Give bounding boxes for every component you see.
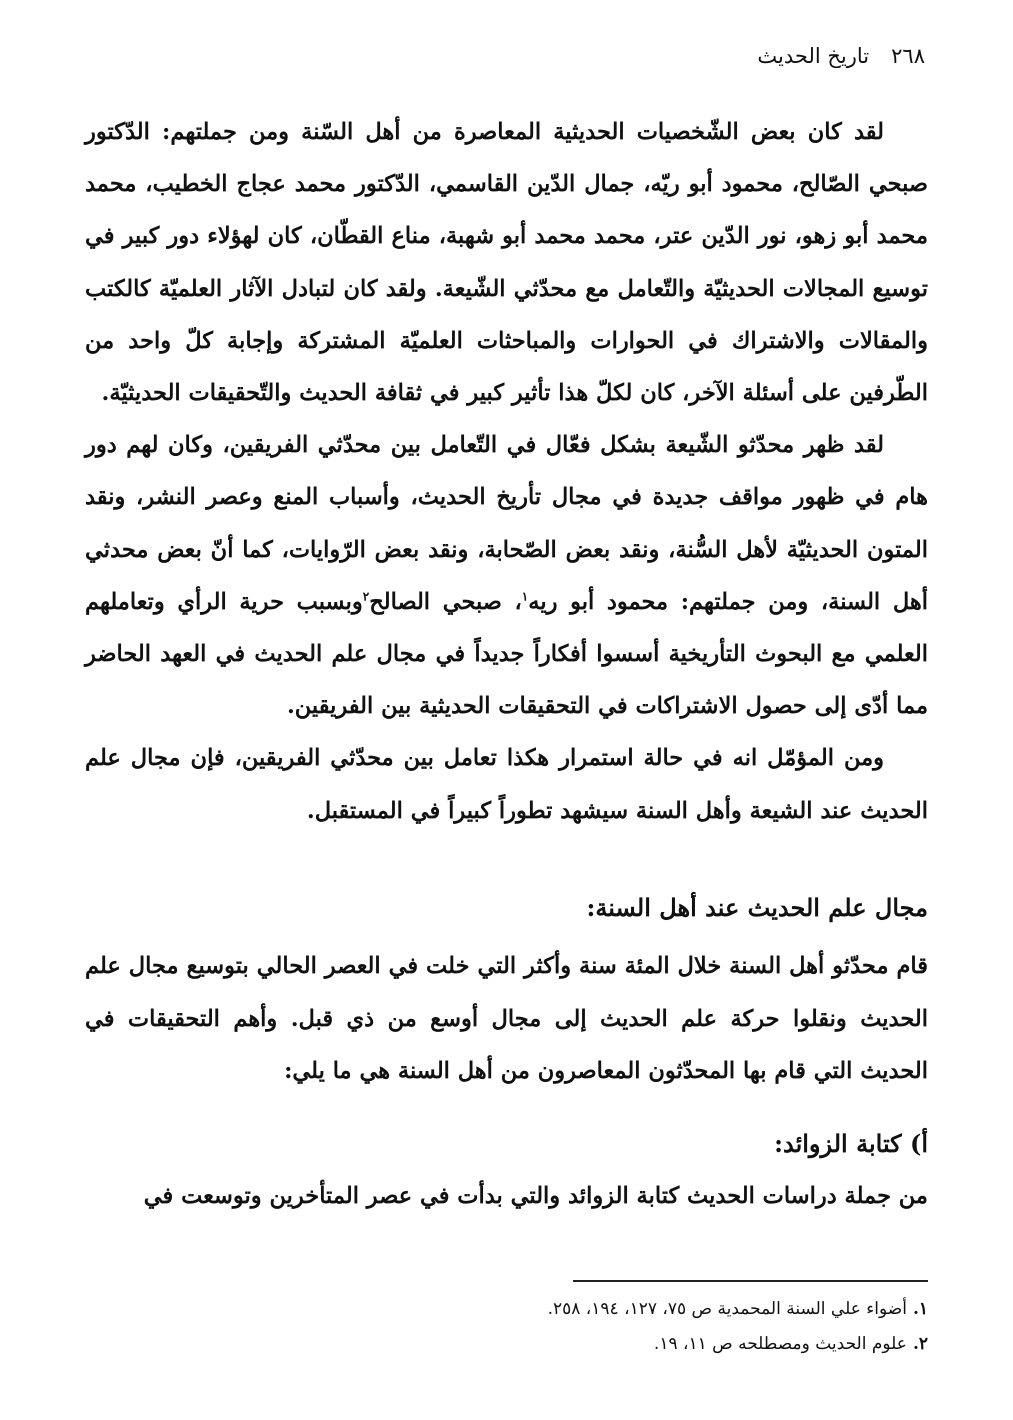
footnote-1 xyxy=(85,1292,928,1327)
running-title: تاريخ الحديث xyxy=(757,44,870,68)
footnote-divider xyxy=(573,1280,928,1282)
page-header xyxy=(625,36,925,76)
section-paragraph: قام محدّثو أهل السنة خلال المئة سنة وأكثر التي خلت في العصر الحالي بتوسيع مجال علم الحديث ونقلوا حركة علم الحديث إلى مجال أوسع من ذي قبل. وأهم التحقيقات في الحديث التي قام بها المحدّثون المعاصرون من أهل السنة هي ما يلي: xyxy=(85,953,928,1084)
subheading-paragraph: من جملة دراسات الحديث كتابة الزوائد والتي بدأت في عصر المتأخرين وتوسعت في xyxy=(143,1183,928,1209)
footnote-1-text: أضواء علي السنة المحمدية ص ٧٥، ١٢٧، ١٩٤، ٢٥٨. xyxy=(547,1299,907,1319)
footnote-2-text: علوم الحديث ومصطلحه ص ١١، ١٩. xyxy=(653,1334,907,1354)
footnote-ref-1[interactable]: ١ xyxy=(521,589,529,604)
footnote-ref-2[interactable]: ٢ xyxy=(362,589,370,604)
page-number: ٢٦٨ xyxy=(891,44,925,68)
paragraph-2-part-1: لقد ظهر محدّثو الشّيعة بشكل فعّال في التّعامل بين محدّثي الفريقين، وكان لهم دور هام في ظهور مواقف جديدة في مجال تأريخ الحديث، وأسباب المنع وعصر النشر، ونقد المتون الحديثيّة لأهل السُّنة، ونقد بعض الصّحابة، ونقد بعض الرّوايات، كما أنّ بعض محدثي أهل السنة، ومن جملتهم: محمود أبو ريه xyxy=(85,432,928,615)
paragraph-2 xyxy=(85,419,928,732)
section-heading: مجال علم الحديث عند أهل السنة: xyxy=(586,893,928,922)
footnote-2-number: ٢. xyxy=(912,1334,928,1354)
subheading: أ) كتابة الزوائد: xyxy=(774,1129,928,1158)
footnote-1-number: ١. xyxy=(912,1299,928,1319)
paragraph-2-part-3: وبسبب حرية الرأي وتعاملهم العلمي مع البحوث التأريخية أسسوا أفكاراً جديداً في مجال علم الحديث في العهد الحاضر مما أدّى إلى حصول الاشتراكات في التحقيقات الحديثية بين الفريقين. xyxy=(85,588,928,720)
paragraph-1: لقد كان بعض الشّخصيات الحديثية المعاصرة من أهل السّنة ومن جملتهم: الدّكتور صبحي الصّالح، محمود أبو ريّه، جمال الدّين القاسمي، الدّكتور محمد عجاج الخطيب، محمد محمد أبو زهو، نور الدّين عتر، محمد محمد أبو شهبة، مناع القطّان، كان لهؤلاء دور كبير في توسيع المجالات الحديثيّة والتّعامل مع محدّثي الشّيعة. ولقد كان لتبادل الآثار العلميّة كالكتب والمقالات والاشتراك في الحوارات والمباحثات العلميّة المشتركة وإجابة كلّ واحد من الطّرفين على أسئلة الآخر، كان لكلّ هذا تأثير كبير في ثقافة الحديث والتّحقيقات الحديثيّة. xyxy=(85,119,928,407)
body-text xyxy=(85,106,928,837)
paragraph-2-part-2: ، صبحي الصالح xyxy=(369,588,522,615)
footnotes xyxy=(85,1292,928,1362)
footnote-2 xyxy=(85,1327,928,1362)
paragraph-3: ومن المؤمّل انه في حالة استمرار هكذا تعامل بين محدّثي الفريقين، فإن مجال علم الحديث عند الشيعة وأهل السنة سيشهد تطوراً كبيراً في المستقبل. xyxy=(85,745,928,824)
